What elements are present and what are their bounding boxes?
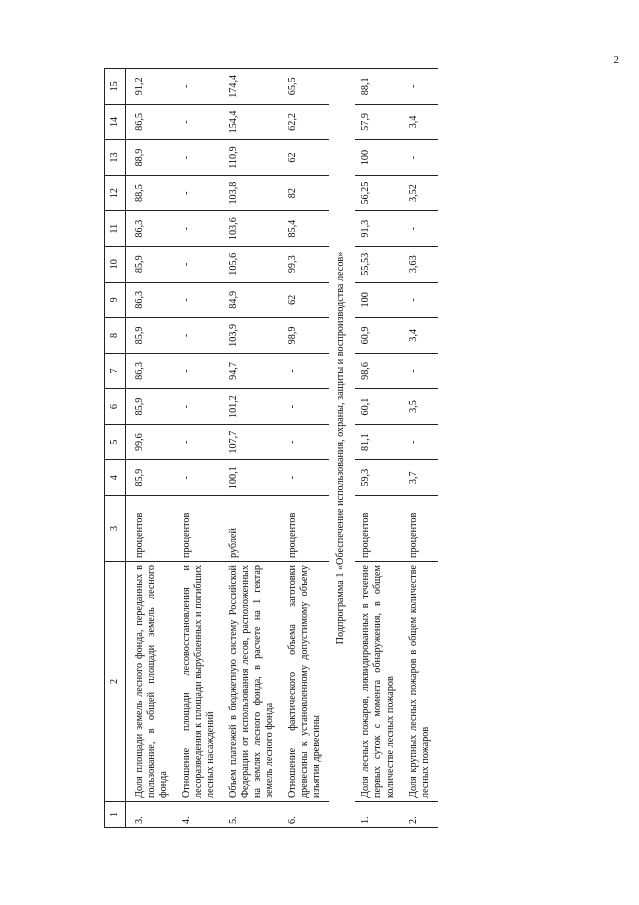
table-row — [403, 69, 438, 828]
value-cell: 100 — [355, 140, 402, 176]
row-number: 4. — [176, 802, 223, 828]
value-cell: 85,9 — [126, 318, 177, 354]
column-header: 5 — [105, 424, 126, 460]
value-cell: 100 — [355, 282, 402, 318]
row-number: 5. — [223, 802, 282, 828]
unit-cell: процентов — [282, 496, 329, 562]
value-cell: 62 — [282, 140, 329, 176]
value-cell: - — [403, 353, 438, 389]
rotated-table-container — [104, 68, 639, 828]
value-cell: - — [403, 282, 438, 318]
value-cell: - — [176, 424, 223, 460]
value-cell: - — [403, 140, 438, 176]
column-header: 7 — [105, 353, 126, 389]
value-cell: 62,2 — [282, 104, 329, 140]
value-cell: 174,4 — [223, 69, 282, 105]
value-cell: 103,9 — [223, 318, 282, 354]
row-number: 1. — [355, 802, 402, 828]
value-cell: - — [282, 424, 329, 460]
column-header: 13 — [105, 140, 126, 176]
column-header: 2 — [105, 562, 126, 802]
table-body — [126, 69, 438, 828]
row-number: 2. — [403, 802, 438, 828]
column-header: 8 — [105, 318, 126, 354]
value-cell: - — [176, 318, 223, 354]
value-cell: 3,4 — [403, 318, 438, 354]
table-row — [282, 69, 329, 828]
subprogram-row — [329, 69, 355, 828]
column-header: 14 — [105, 104, 126, 140]
value-cell: 107,7 — [223, 424, 282, 460]
value-cell: 86,3 — [126, 353, 177, 389]
value-cell: - — [176, 460, 223, 496]
value-cell: 86,3 — [126, 211, 177, 247]
header-row — [105, 69, 126, 828]
value-cell: - — [282, 389, 329, 425]
value-cell: - — [176, 69, 223, 105]
value-cell: - — [403, 424, 438, 460]
value-cell: - — [403, 69, 438, 105]
value-cell: 82 — [282, 175, 329, 211]
value-cell: 86,5 — [126, 104, 177, 140]
table-row — [176, 69, 223, 828]
value-cell: 3,7 — [403, 460, 438, 496]
value-cell: 3,52 — [403, 175, 438, 211]
value-cell: 98,6 — [355, 353, 402, 389]
value-cell: - — [176, 104, 223, 140]
indicator-name: Доля лесных пожаров, ликвидированных в течение первых суток с момента обнаружения, в общем количестве лесных пожаров — [355, 562, 402, 802]
row-number: 3. — [126, 802, 177, 828]
value-cell: - — [176, 175, 223, 211]
value-cell: 85,4 — [282, 211, 329, 247]
indicator-name: Доля крупных лесных пожаров в общем количестве лесных пожаров — [403, 562, 438, 802]
value-cell: - — [176, 246, 223, 282]
column-header: 11 — [105, 211, 126, 247]
column-header: 15 — [105, 69, 126, 105]
value-cell: 105,6 — [223, 246, 282, 282]
unit-cell: процентов — [126, 496, 177, 562]
indicator-name: Объем платежей в бюджетную систему Российской Федерации от использования лесов, расположенных на землях лесного фонда, в расчете на 1 гектар земель лесного фонда — [223, 562, 282, 802]
value-cell: 86,3 — [126, 282, 177, 318]
value-cell: 91,2 — [126, 69, 177, 105]
row-number: 6. — [282, 802, 329, 828]
unit-cell: процентов — [355, 496, 402, 562]
page-number: 2 — [613, 54, 619, 66]
value-cell: - — [176, 389, 223, 425]
value-cell: 103,6 — [223, 211, 282, 247]
value-cell: 100,1 — [223, 460, 282, 496]
table-row — [126, 69, 177, 828]
value-cell: 56,25 — [355, 175, 402, 211]
value-cell: 99,6 — [126, 424, 177, 460]
column-header: 4 — [105, 460, 126, 496]
value-cell: 94,7 — [223, 353, 282, 389]
value-cell: - — [282, 353, 329, 389]
subprogram-title: Подпрограмма 1 «Обеспечение использования, охраны, защиты и воспроизводства лесов» — [329, 69, 355, 828]
value-cell: 65,5 — [282, 69, 329, 105]
table-row — [223, 69, 282, 828]
value-cell: 3,5 — [403, 389, 438, 425]
unit-cell: процентов — [176, 496, 223, 562]
value-cell: - — [176, 353, 223, 389]
unit-cell: рублей — [223, 496, 282, 562]
indicators-table — [104, 68, 438, 828]
value-cell: 81,1 — [355, 424, 402, 460]
column-header: 3 — [105, 496, 126, 562]
value-cell: 62 — [282, 282, 329, 318]
value-cell: - — [176, 211, 223, 247]
value-cell: 91,3 — [355, 211, 402, 247]
value-cell: - — [176, 140, 223, 176]
value-cell: 84,9 — [223, 282, 282, 318]
value-cell: 85,9 — [126, 246, 177, 282]
value-cell: - — [403, 211, 438, 247]
column-header: 6 — [105, 389, 126, 425]
value-cell: 60,9 — [355, 318, 402, 354]
value-cell: 85,9 — [126, 389, 177, 425]
value-cell: 3,63 — [403, 246, 438, 282]
value-cell: 88,9 — [126, 140, 177, 176]
indicator-name: Доля площади земель лесного фонда, переданных в пользование, в общей площади земель лесного фонда — [126, 562, 177, 802]
value-cell: 57,9 — [355, 104, 402, 140]
column-header: 12 — [105, 175, 126, 211]
column-header: 9 — [105, 282, 126, 318]
indicator-name: Отношение площади лесовосстановления и лесоразведения к площади вырубленных и погибших лесных насаждений — [176, 562, 223, 802]
value-cell: 101,2 — [223, 389, 282, 425]
value-cell: 88,5 — [126, 175, 177, 211]
value-cell: 3,4 — [403, 104, 438, 140]
value-cell: - — [282, 460, 329, 496]
value-cell: 98,9 — [282, 318, 329, 354]
value-cell: 110,9 — [223, 140, 282, 176]
value-cell: 59,3 — [355, 460, 402, 496]
value-cell: 88,1 — [355, 69, 402, 105]
value-cell: 85,9 — [126, 460, 177, 496]
unit-cell: процентов — [403, 496, 438, 562]
value-cell: 154,4 — [223, 104, 282, 140]
table-row — [355, 69, 402, 828]
value-cell: 103,8 — [223, 175, 282, 211]
column-header: 1 — [105, 802, 126, 828]
value-cell: - — [176, 282, 223, 318]
value-cell: 99,3 — [282, 246, 329, 282]
value-cell: 55,53 — [355, 246, 402, 282]
indicator-name: Отношение фактического объема заготовки древесины к установленному допустимому объему изъятия древесины — [282, 562, 329, 802]
column-header: 10 — [105, 246, 126, 282]
value-cell: 60,1 — [355, 389, 402, 425]
